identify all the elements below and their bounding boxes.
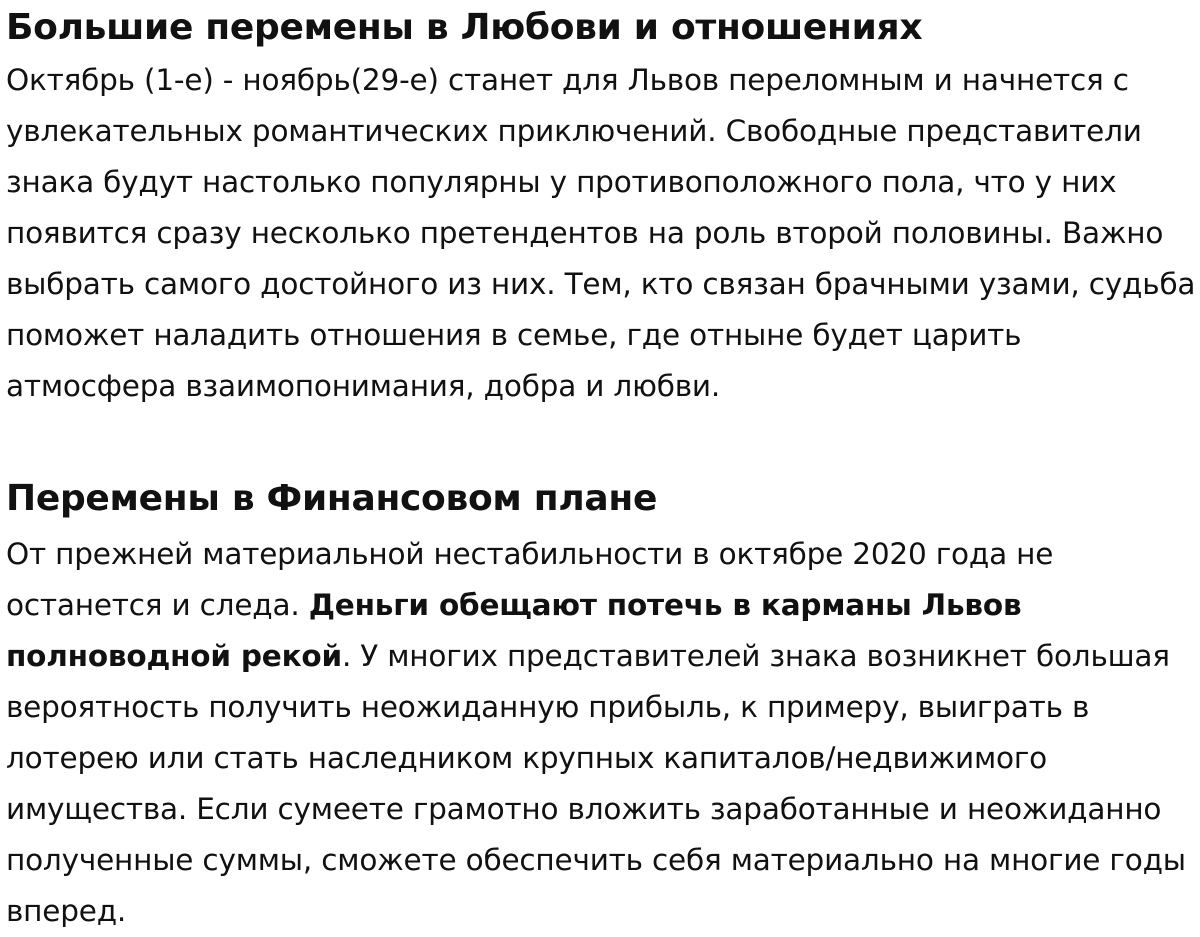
- section-finance: [6, 471, 1196, 937]
- paragraph-bold-text: Деньги обещают потечь в карманы Львов полноводной рекой: [6, 588, 1022, 673]
- section-heading-finance: Перемены в Финансовом плане: [6, 478, 658, 519]
- section-paragraph-finance: [6, 529, 1196, 937]
- paragraph-text-start: От прежней материальной нестабильности в октябре 2020 года не останется и следа.: [6, 537, 1054, 622]
- paragraph-text-end: . У многих представителей знака возникнет большая вероятность получить неожиданную прибыль, к примеру, выиграть в лотерею или стать наследником крупных капиталов/недвижимого имущества. Если сумеете грамотно вложить заработанные и неожиданно полученные суммы, сможете обеспечить себя материально на многие годы вперед.: [6, 639, 1186, 928]
- section-paragraph-love: Октябрь (1-е) - ноябрь(29-е) станет для Львов переломным и начнется с увлекательных романтических приключений. Свободные представители знака будут настолько популярны у противоположного пола, что у них появится сразу несколько претендентов на роль второй половины. Важно выбрать самого достойного из них. Тем, кто связан брачными узами, судьба поможет наладить отношения в семье, где отныне будет царить атмосфера взаимопонимания, добра и любви.: [6, 63, 1196, 403]
- article-body: [6, 0, 1196, 937]
- section-love: [6, 0, 1196, 412]
- section-heading-love: Большие перемены в Любови и отношениях: [6, 7, 923, 48]
